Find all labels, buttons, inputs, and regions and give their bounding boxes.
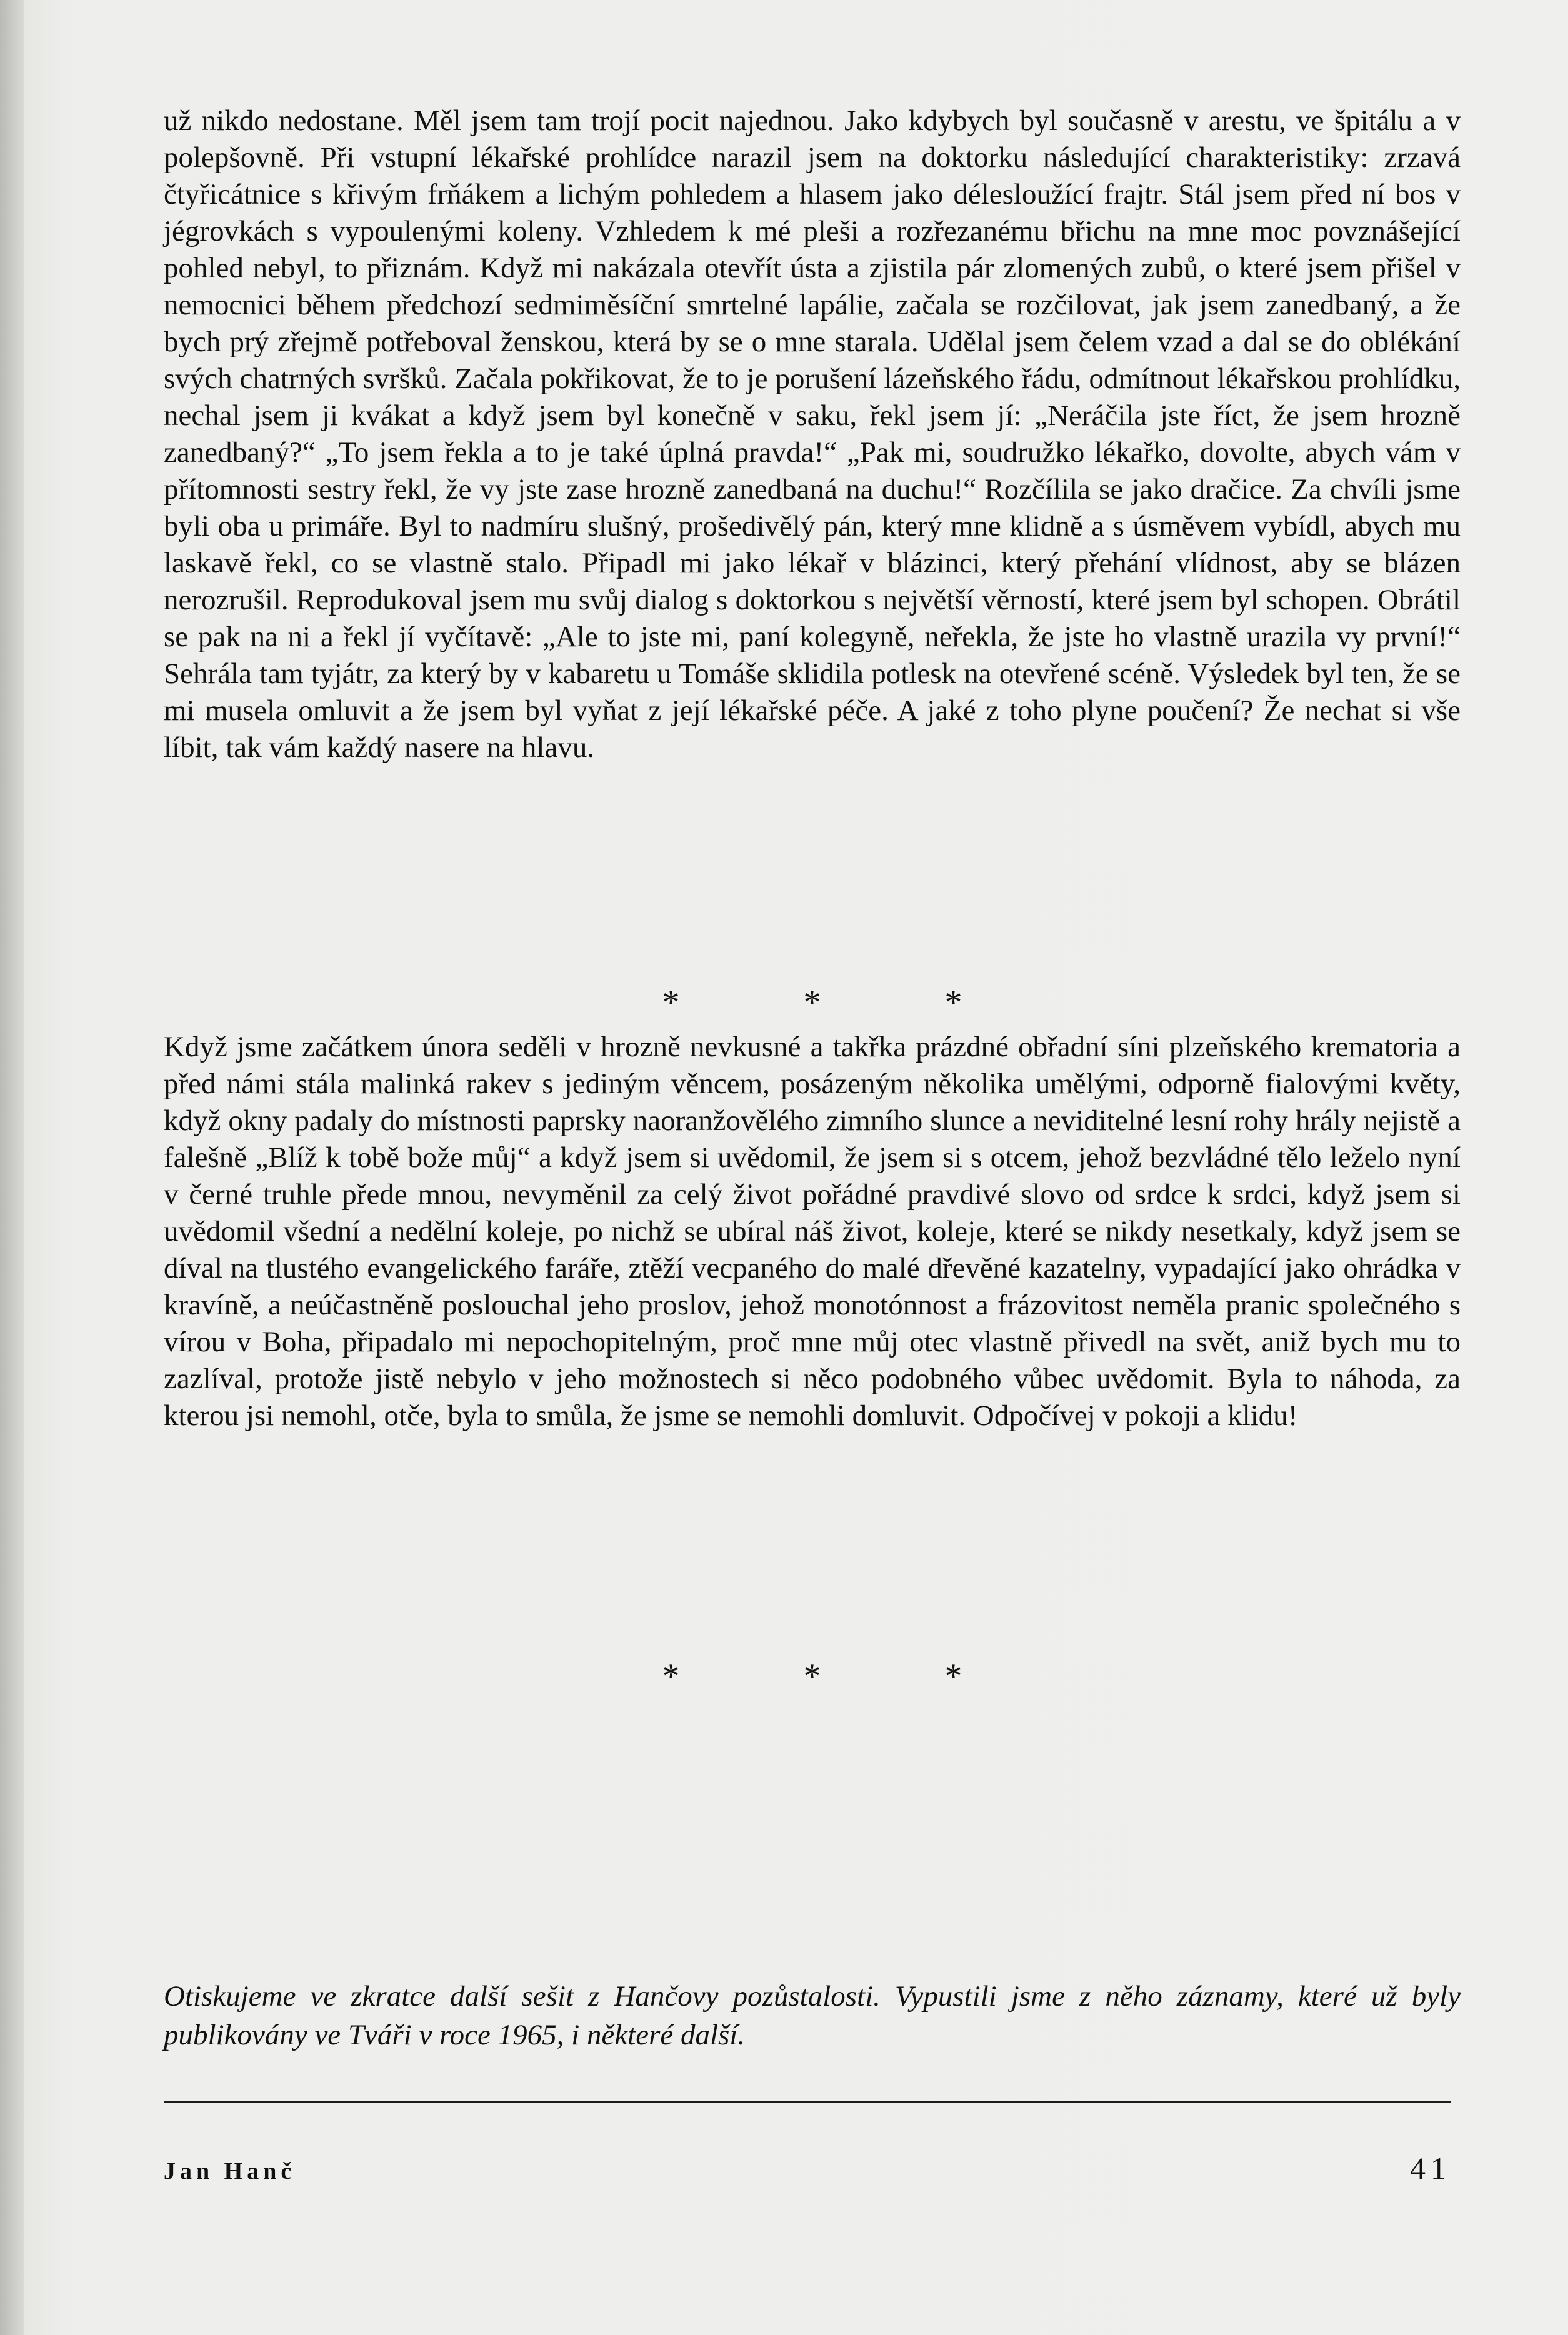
footer-author: Jan Hanč <box>164 2158 296 2184</box>
body-paragraph-1: už nikdo nedostane. Měl jsem tam trojí pocit najednou. Jako kdybych byl současně v arestu, ve špitálu a v polepšovně. Při vstupní lékařské prohlídce narazil jsem na doktorku následující charakteristiky: zrzavá čtyřicátnice s křivým frňákem a lichým pohledem a hlasem jako délesloužící frajtr. Stál jsem před ní bos v jégrovkách s vypoulenými koleny. Vzhledem k mé pleši a rozřezanému břichu na mne moc povznášející pohled nebyl, to přiznám. Když mi nakázala otevřít ústa a zjistila pár zlomených zubů, o které jsem přišel v nemocnici během předchozí sedmiměsíční smrtelné lapálie, začala se rozčilovat, jak jsem zanedbaný, a že bych prý zřejmě potřeboval ženskou, která by se o mne starala. Udělal jsem čelem vzad a dal se do oblékání svých chatrných svršků. Začala pokřikovat, že to je porušení lázeňského řádu, odmítnout lékařskou prohlídku, nechal jsem ji kvákat a když jsem byl konečně v saku, řekl jsem jí: „Neráčila jste říct, že jsem hrozně zanedbaný?“ „To jsem řekla a to je také úplná pravda!“ „Pak mi, soudružko lékařko, dovolte, abych vám v přítomnosti sestry řekl, že vy jste zase hrozně zanedbaná na duchu!“ Rozčílila se jako dračice. Za chvíli jsme byli oba u primáře. Byl to nadmíru slušný, prošedivělý pán, který mne klidně a s úsměvem vybídl, abych mu laskavě řekl, co se vlastně stalo. Připadl mi jako lékař v blázinci, který přehání vlídnost, aby se blázen nerozrušil. Reprodukoval jsem mu svůj dialog s doktorkou s největší věrností, které jsem byl schopen. Obrátil se pak na ni a řekl jí vyčítavě: „Ale to jste mi, paní kolegyně, neřekla, že jste ho vlastně urazila vy první!“ Sehrála tam tyjátr, za který by v kabaretu u Tomáše sklidila potlesk na otevřené scéně. Výsledek byl ten, že se mi musela omluvit a že jsem byl vyňat z její lékařské péče. A jaké z toho plyne poučení? Že nechat si vše líbit, tak vám každý nasere na hlavu. <box>164 104 1461 764</box>
editorial-note: Otiskujeme ve zkratce další sešit z Hančovy pozůstalosti. Vypustili jsme z něho záznamy, které už byly publikovány ve Tváři v roce 1965, i některé další. <box>164 1980 1461 2051</box>
footer-divider <box>164 2101 1451 2103</box>
section-separator-1: * * * <box>662 983 1020 1022</box>
book-binding-edge <box>0 0 24 2335</box>
page-number: 41 <box>1410 2151 1451 2186</box>
body-paragraph-2: Když jsme začátkem února seděli v hrozně nevkusné a takřka prázdné obřadní síni plzeňského krematoria a před námi stála malinká rakev s jediným věncem, posázeným několika umělými, odporně fialovými květy, když okny padaly do místnosti paprsky naoranžovělého zimního slunce a neviditelné lesní rohy hrály nejistě a falešně „Blíž k tobě bože můj“ a když jsem si uvědomil, že jsem si s otcem, jehož bezvládné tělo leželo nyní v černé truhle přede mnou, nevyměnil za celý život pořádné pravdivé slovo od srdce k srdci, když jsem si uvědomil všední a nedělní koleje, po nichž se ubíral náš život, koleje, které se nikdy nesetkaly, když jsem se díval na tlustého evangelického faráře, ztěží vecpaného do malé dřevěné kazatelny, vypadající jako ohrádka v kravíně, a neúčastněně poslouchal jeho proslov, jehož monotónnost a frázovitost neměla pranic společného s vírou v Boha, připadalo mi nepochopitelným, proč mne můj otec vlastně přivedl na svět, aniž bych mu to zazlíval, protože jistě nebylo v jeho možnostech si něco podobného vůbec uvědomit. Byla to náhoda, za kterou jsi nemohl, otče, byla to smůla, že jsme se nemohli domluvit. Odpočívej v pokoji a klidu! <box>164 1031 1461 1432</box>
section-separator-2: * * * <box>662 1657 1020 1696</box>
